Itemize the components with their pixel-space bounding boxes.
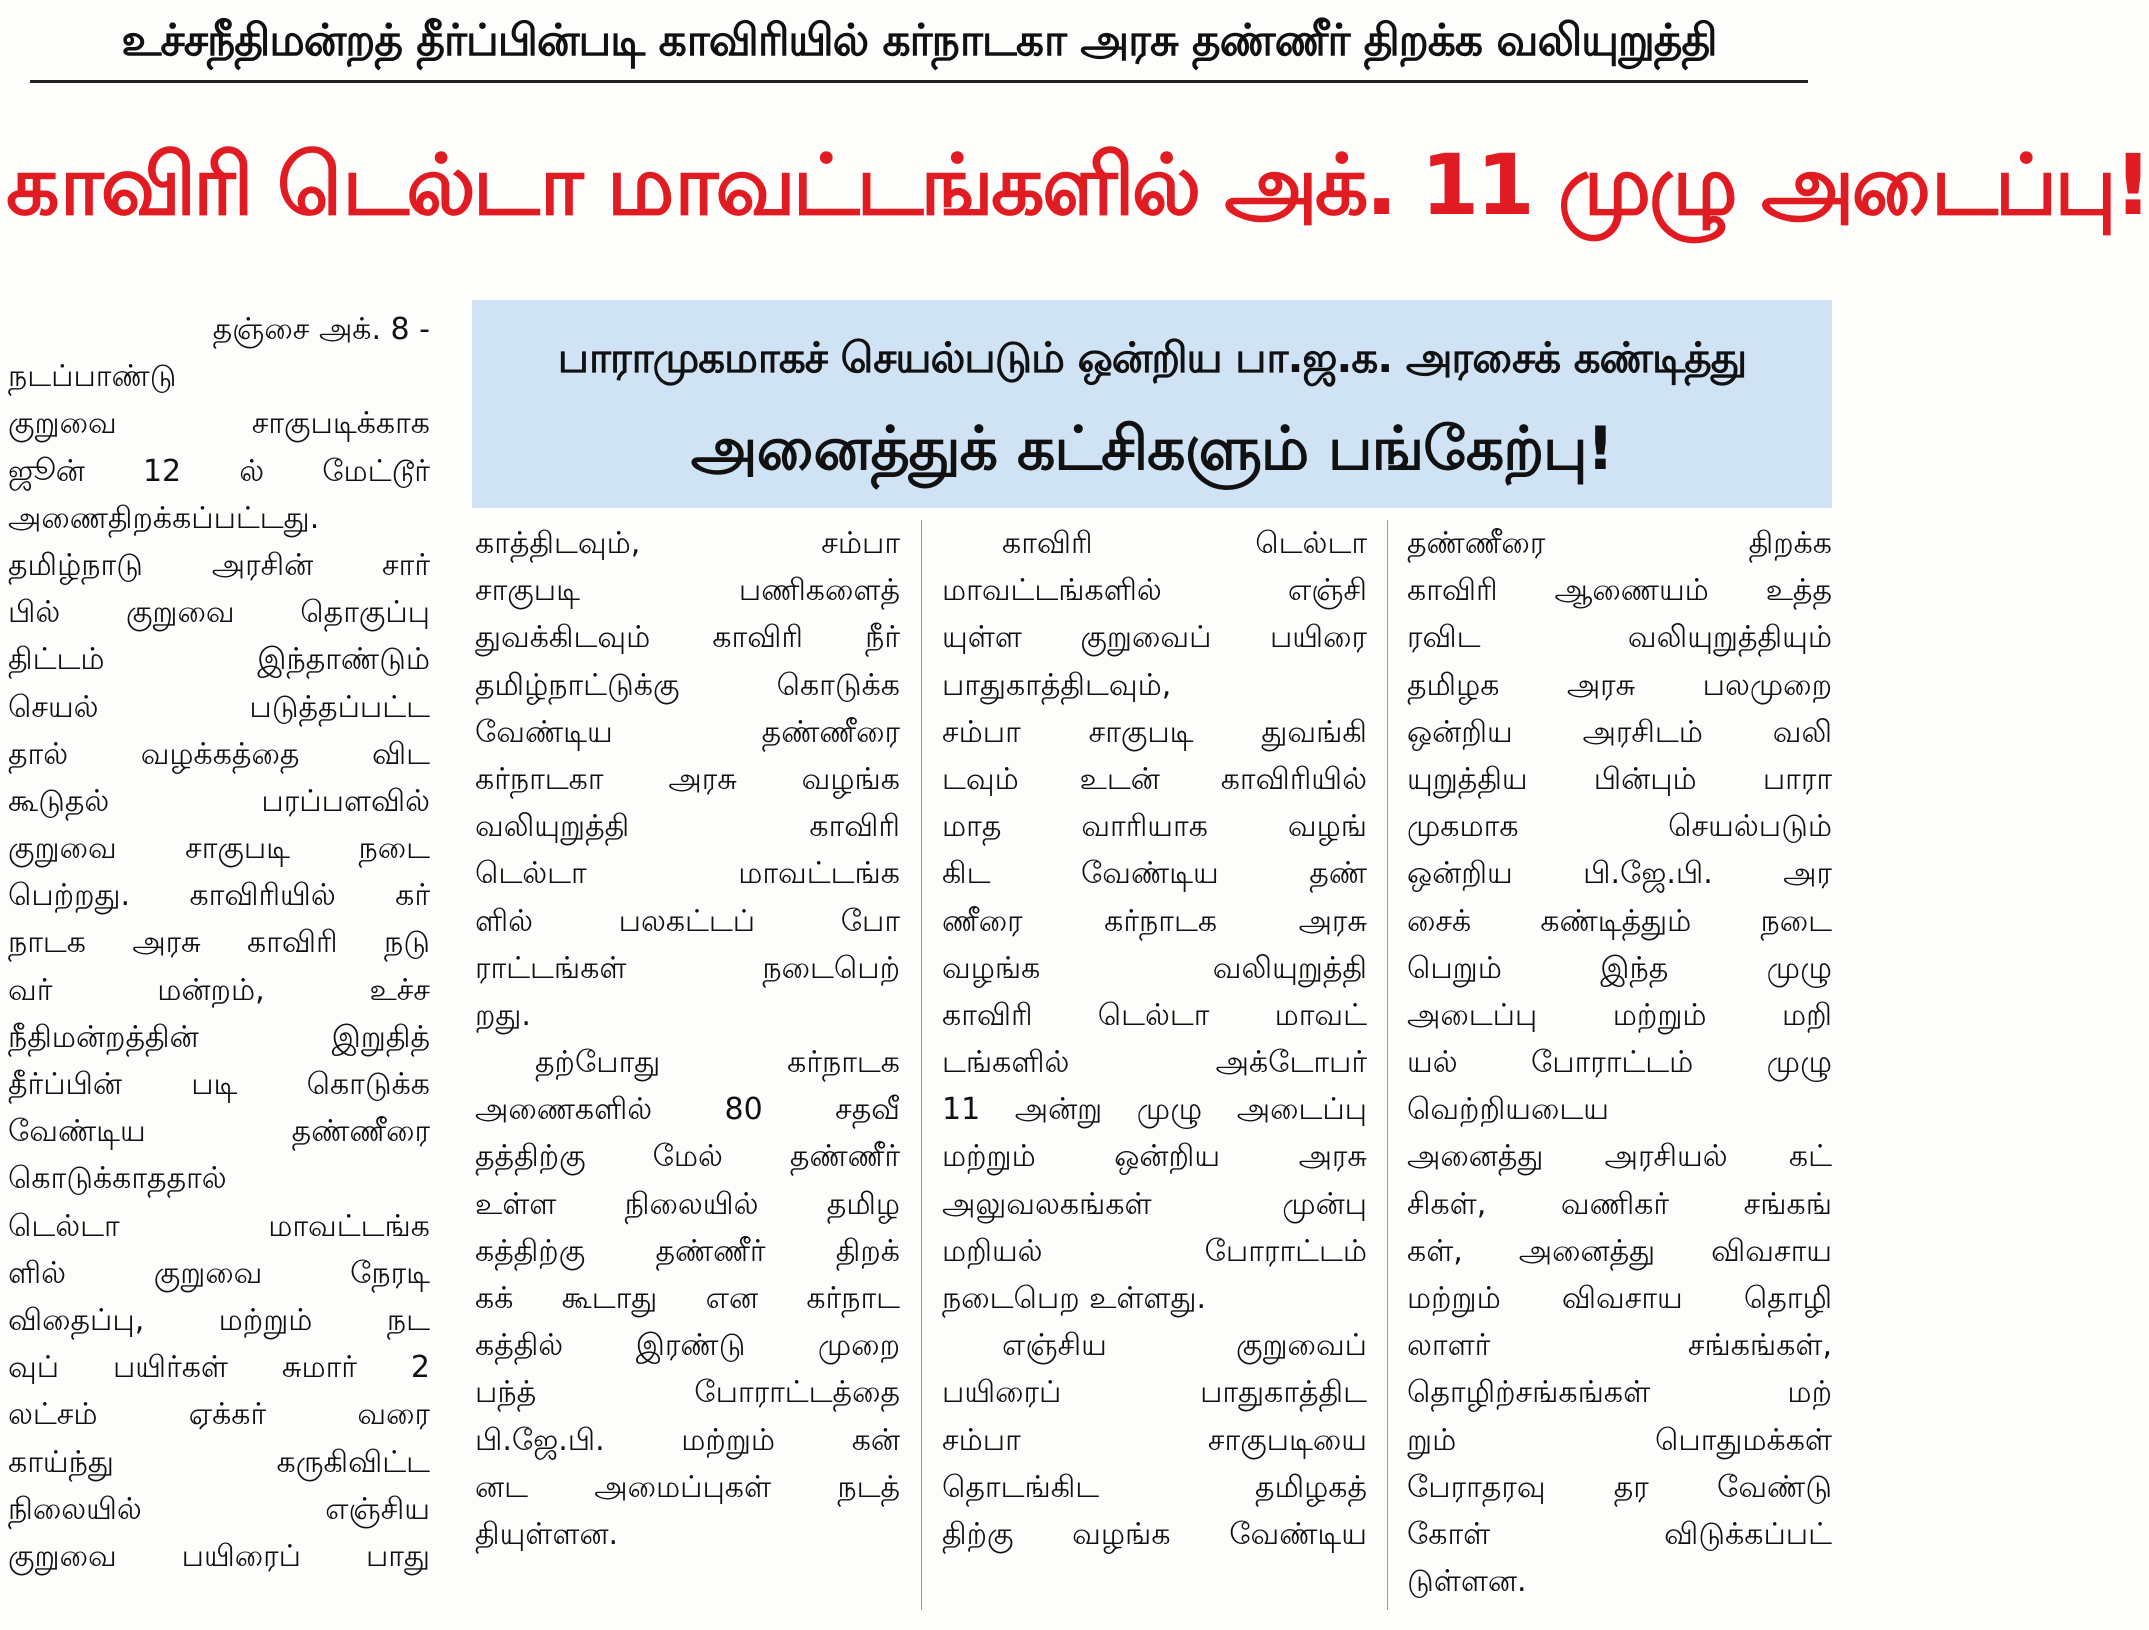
text-line: கத்திற்கு தண்ணீர் திறக் — [475, 1233, 900, 1269]
text-line: கள், அனைத்து விவசாய — [1407, 1233, 1832, 1269]
text-line: குறுவை பயிரைப் பாது — [8, 1538, 430, 1574]
text-line: காவிரி டெல்டா மாவட் — [942, 997, 1367, 1033]
text-line: வுப் பயிர்கள் சுமார் 2 — [8, 1350, 430, 1386]
text-line: றும் பொதுமக்கள் — [1407, 1422, 1832, 1458]
text-line: தொடங்கிட தமிழகத் — [942, 1469, 1367, 1505]
text-line: வெற்றியடைய — [1407, 1092, 1610, 1128]
text-line: டெல்டா மாவட்டங்க — [8, 1208, 430, 1244]
text-line: 11 அன்று முழு அடைப்பு — [942, 1092, 1367, 1128]
text-line: தமிழ்நாடு அரசின் சார் — [8, 547, 430, 583]
text-line: கொடுக்காததால் — [8, 1161, 227, 1197]
text-line: கர்நாடகா அரசு வழங்க — [475, 761, 900, 797]
text-line: அணைகளில் 80 சதவீ — [475, 1092, 900, 1128]
text-line: கோள் விடுக்கப்பட் — [1407, 1516, 1832, 1552]
text-line: ஒன்றிய அரசிடம் வலி — [1407, 714, 1832, 750]
text-line: ளில் குறுவை நேரடி — [8, 1255, 430, 1291]
text-line: பில் குறுவை தொகுப்பு — [8, 595, 430, 631]
text-line: ஜூன் 12 ல் மேட்டூர் — [8, 453, 430, 489]
text-line: துவக்கிடவும் காவிரி நீர் — [475, 620, 900, 656]
text-line: யல் போராட்டம் முழு — [1407, 1045, 1832, 1081]
text-line: முகமாக செயல்படும் — [1407, 809, 1832, 845]
text-line: சம்பா சாகுபடி துவங்கி — [942, 714, 1367, 750]
text-line: காவிரி ஆணையம் உத்த — [1407, 573, 1832, 609]
text-line: னட அமைப்புகள் நடத் — [475, 1469, 900, 1505]
text-line: டங்களில் அக்டோபர் — [942, 1045, 1367, 1081]
text-line: யுறுத்திய பின்பும் பாரா — [1407, 761, 1832, 797]
text-line: பெறும் இந்த முழு — [1407, 950, 1832, 986]
subheadline-line-1: பாராமுகமாகச் செயல்படும் ஒன்றிய பா.ஜ.க. அரசைக் கண்டித்து — [557, 333, 1747, 382]
text-line: லட்சம் ஏக்கர் வரை — [8, 1397, 430, 1433]
text-line: பந்த் போராட்டத்தை — [475, 1375, 900, 1411]
text-line: பேராதரவு தர வேண்டு — [1407, 1469, 1832, 1505]
text-line: ணீரை கர்நாடக அரசு — [942, 903, 1367, 939]
text-line: தற்போது கர்நாடக — [535, 1045, 900, 1081]
text-line: விதைப்பு, மற்றும் நட — [8, 1302, 430, 1338]
text-line: தொழிற்சங்கங்கள் மற் — [1407, 1375, 1832, 1411]
dateline: தஞ்சை அக். 8 - — [212, 312, 430, 347]
text-line: சம்பா சாகுபடியை — [942, 1422, 1367, 1458]
text-line: காவிரி டெல்டா — [1002, 526, 1367, 561]
text-line: நீதிமன்றத்தின் இறுதித் — [8, 1019, 430, 1055]
main-headline: காவிரி டெல்டா மாவட்டங்களில் அக். 11 முழு அடைப்பு! — [6, 136, 2149, 234]
text-line: தால் வழக்கத்தை விட — [8, 736, 430, 772]
text-line: டவும் உடன் காவிரியில் — [942, 761, 1367, 797]
text-line: கிட வேண்டிய தண் — [942, 856, 1367, 892]
text-line: தண்ணீரை திறக்க — [1407, 526, 1832, 561]
text-line: டுள்ளன. — [1407, 1564, 1527, 1600]
text-line: தீர்ப்பின் படி கொடுக்க — [8, 1067, 430, 1102]
text-line: பெற்றது. காவிரியில் கர் — [8, 878, 430, 914]
text-line: திற்கு வழங்க வேண்டிய — [942, 1516, 1367, 1552]
text-line: அணைதிறக்கப்பட்டது. — [8, 500, 320, 536]
text-line: தமிழ்நாட்டுக்கு கொடுக்க — [475, 667, 900, 703]
text-line: கூடுதல் பரப்பளவில் — [8, 783, 430, 819]
text-line: யுள்ள குறுவைப் பயிரை — [942, 620, 1367, 656]
text-line: உள்ள நிலையில் தமிழ — [475, 1186, 900, 1222]
text-line: செயல் படுத்தப்பட்ட — [8, 689, 430, 725]
text-line: அடைப்பு மற்றும் மறி — [1407, 997, 1832, 1033]
text-line: பி.ஜே.பி. மற்றும் கன் — [475, 1422, 900, 1458]
text-line: குறுவை சாகுபடிக்காக — [8, 406, 430, 442]
text-line: நடப்பாண்டு — [8, 359, 177, 395]
text-line: டெல்டா மாவட்டங்க — [475, 856, 900, 892]
text-line: தத்திற்கு மேல் தண்ணீர் — [475, 1139, 900, 1175]
column-rule — [921, 520, 922, 1610]
text-line: றது. — [475, 997, 531, 1033]
text-line: பயிரைப் பாதுகாத்திட — [942, 1375, 1367, 1411]
text-line: குறுவை சாகுபடி நடை — [8, 831, 430, 867]
article-column-3 — [942, 520, 1367, 1620]
text-line: மாவட்டங்களில் எஞ்சி — [942, 573, 1367, 609]
text-line: பாதுகாத்திடவும், — [942, 667, 1172, 703]
text-line: ளில் பலகட்டப் போ — [475, 903, 900, 939]
article-column-4 — [1407, 520, 1832, 1620]
text-line: வர் மன்றம், உச்ச — [8, 972, 430, 1008]
column-rule — [1387, 520, 1388, 1610]
text-line: வலியுறுத்தி காவிரி — [475, 809, 900, 845]
text-line: மாத வாரியாக வழங் — [942, 809, 1367, 845]
text-line: ராட்டங்கள் நடைபெற் — [475, 950, 900, 986]
kicker-headline: உச்சநீதிமன்றத் தீர்ப்பின்படி காவிரியில் கர்நாடகா அரசு தண்ணீர் திறக்க வலியுறுத்தி — [30, 2, 1808, 83]
text-line: எஞ்சிய குறுவைப் — [1002, 1328, 1367, 1364]
text-line: சைக் கண்டித்தும் நடை — [1407, 903, 1832, 939]
text-line: லாளர் சங்கங்கள், — [1407, 1328, 1832, 1364]
text-line: மற்றும் விவசாய தொழி — [1407, 1281, 1832, 1316]
text-line: வழங்க வலியுறுத்தி — [942, 950, 1367, 986]
text-line: நடைபெற உள்ளது. — [942, 1281, 1207, 1316]
text-line: அனைத்து அரசியல் கட் — [1407, 1139, 1832, 1175]
text-line: நாடக அரசு காவிரி நடு — [8, 925, 430, 961]
text-line: திட்டம் இந்தாண்டும் — [8, 642, 430, 678]
article-column-1 — [8, 306, 430, 1626]
text-line: சாகுபடி பணிகளைத் — [475, 573, 900, 609]
text-line: ரவிட வலியுறுத்தியும் — [1407, 620, 1832, 656]
text-line: வேண்டிய தண்ணீரை — [8, 1114, 430, 1150]
text-line: வேண்டிய தண்ணீரை — [475, 714, 900, 750]
text-line: மற்றும் ஒன்றிய அரசு — [942, 1139, 1367, 1175]
text-line: தியுள்ளன. — [475, 1516, 619, 1552]
text-line: மறியல் போராட்டம் — [942, 1233, 1367, 1269]
text-line: தமிழக அரசு பலமுறை — [1407, 667, 1832, 703]
text-line: அலுவலகங்கள் முன்பு — [942, 1186, 1367, 1222]
article-column-2 — [475, 520, 900, 1620]
text-line: கத்தில் இரண்டு முறை — [475, 1328, 900, 1364]
text-line: காத்திடவும், சம்பா — [475, 526, 900, 561]
text-line: ஒன்றிய பி.ஜே.பி. அர — [1407, 856, 1832, 892]
text-line: கக் கூடாது என கர்நாட — [475, 1281, 900, 1316]
text-line: நிலையில் எஞ்சிய — [8, 1491, 430, 1527]
text-line: சிகள், வணிகர் சங்கங் — [1407, 1186, 1832, 1222]
text-line: காய்ந்து கருகிவிட்ட — [8, 1444, 430, 1480]
subheadline-line-2: அனைத்துக் கட்சிகளும் பங்கேற்பு! — [690, 414, 1614, 484]
subheadline-box — [472, 300, 1832, 508]
